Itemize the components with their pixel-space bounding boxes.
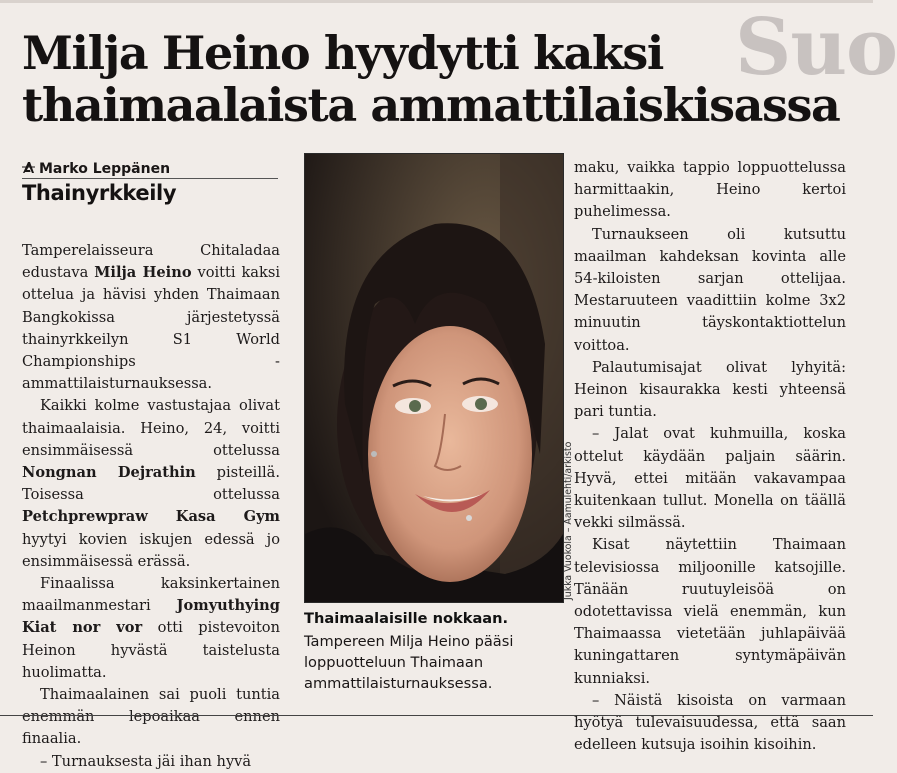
- article-photo: [304, 153, 564, 603]
- text-run: Kaikki kolme vastustajaa olivat thaimaalaisia. Heino, 24, voitti ensimmäisessä ottelussa: [22, 397, 280, 459]
- section-rubric: Thainyrkkeily: [22, 181, 177, 205]
- paragraph: [574, 423, 846, 534]
- caption-title: Thaimaalaisille nokkaan.: [304, 610, 509, 627]
- bleed-through-text: Suo: [735, 2, 897, 93]
- bold-name: Milja Heino: [94, 264, 192, 282]
- bold-name: Nongnan Dejrathin: [22, 464, 196, 482]
- text-run: – Jalat ovat kuhmuilla, koska ottelut käydään paljain säärin. Hyvä, ettei mitään vakavampaa kuitenkaan tullut. Monella on täällä vekki silmässä.: [574, 425, 846, 532]
- paragraph: [574, 534, 846, 689]
- newspaper-logo-icon: [22, 161, 35, 174]
- portrait-image: [305, 154, 563, 602]
- bold-name: Jomyuthying Kiat nor vor: [22, 597, 280, 637]
- article-column-3: [574, 157, 846, 756]
- paragraph: [22, 751, 280, 773]
- text-run: hyytyi kovien iskujen edessä jo ensimmäisessä erässä.: [22, 530, 280, 570]
- text-run: otti pistevoiton Heinon hyvästä taistelusta huolimatta.: [22, 619, 280, 681]
- caption-text: Tampereen Milja Heino pääsi loppuotteluun Thaimaan ammattilaisturnauksessa.: [304, 633, 514, 692]
- paragraph: [22, 240, 280, 395]
- article-column-1: [22, 240, 280, 773]
- paragraph: [574, 157, 846, 224]
- text-run: – Turnauksesta jäi ihan hyvä: [40, 752, 252, 770]
- paragraph: [22, 395, 280, 573]
- text-run: pisteillä. Toisessa ottelussa: [22, 464, 280, 504]
- paragraph: [574, 357, 846, 424]
- text-run: Palautumisajat olivat lyhyitä: Heinon kisaurakka kesti yhteensä pari tuntia.: [574, 358, 846, 421]
- paragraph: [574, 690, 846, 757]
- headline: Milja Heino hyydytti kaksi thaimaalaista ammattilaiskisassa: [22, 26, 840, 132]
- byline-author: Marko Leppänen: [39, 161, 171, 177]
- paragraph: [574, 224, 846, 357]
- bold-name: Petchprewpraw Kasa Gym: [22, 508, 280, 526]
- bottom-rule: [0, 715, 873, 716]
- paragraph: [22, 573, 280, 684]
- text-run: Turnaukseen oli kutsuttu maailman kahdeksan kovinta alle 54-kiloisten sarjan ottelijaa. Mestaruuteen vaadittiin kolme 3x2 minuutin täyskontaktiottelun voittoa.: [574, 225, 846, 354]
- photo-credit-text: Jukka Vuokola – Aamulehti/arkisto: [563, 441, 574, 600]
- paragraph: [22, 684, 280, 751]
- text-run: Tamperelaisseura Chitaladaa edustava: [22, 242, 280, 282]
- byline-rule: [22, 178, 278, 179]
- text-run: Finaalissa kaksinkertainen maailmanmestari: [22, 575, 280, 615]
- text-run: Thaimaalainen sai puoli tuntia enemmän lepoaikaa ennen finaalia.: [22, 686, 280, 748]
- text-run: voitti kaksi ottelua ja hävisi yhden Thaimaan Bangkokissa järjestetyssä thainyrkkeilyn S1 World Championships -ammattilaisturnauksessa.: [22, 264, 280, 393]
- text-run: – Näistä kisoista on varmaan hyötyä tulevaisuudessa, että saan edelleen kutsuja isoihin kisoihin.: [574, 691, 846, 754]
- text-run: maku, vaikka tappio loppuottelussa harmittaakin, Heino kertoi puhelimessa.: [574, 159, 846, 221]
- byline: [22, 161, 170, 177]
- text-run: Kisat näytettiin Thaimaan televisiossa miljoonille katsojille. Tänään ruutuyleisöä on odotettavissa vielä enemmän, kun Thaimaassa vietetään juhlapäivää kuningattaren syntymäpäivän kunniaksi.: [574, 536, 846, 687]
